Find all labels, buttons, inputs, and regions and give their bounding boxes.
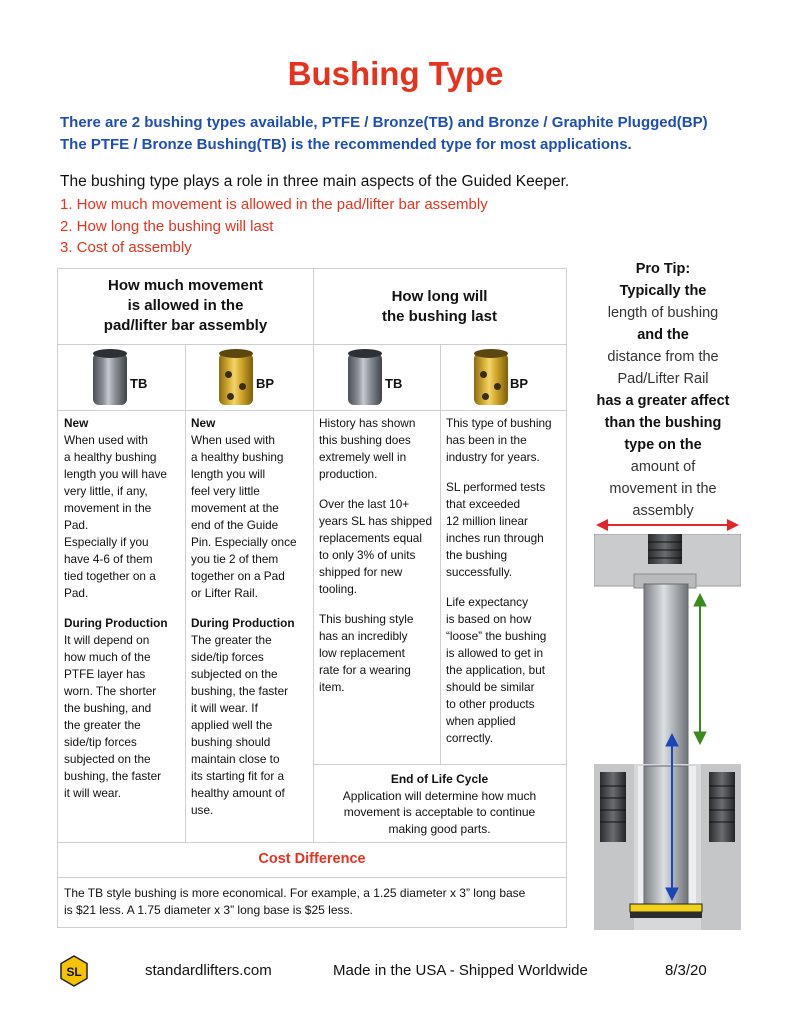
text-line: has an incredibly xyxy=(319,629,408,643)
text-line: the application, but xyxy=(446,663,546,677)
paragraph xyxy=(446,415,566,466)
bushing-label: TB xyxy=(130,376,148,391)
text-line: Application will determine how much xyxy=(342,788,537,803)
text-line: length you will have xyxy=(64,467,167,481)
paragraph xyxy=(191,432,313,602)
text-line: This type of bushing xyxy=(446,416,552,430)
text-line: tooling. xyxy=(319,582,358,596)
col-bp-movement xyxy=(185,415,313,819)
text-line: replacements equal xyxy=(319,531,422,545)
text-line: is based on how xyxy=(446,612,532,626)
header-life xyxy=(313,287,566,327)
text-line: industry for years. xyxy=(446,450,540,464)
pro-tip-line: length of bushing xyxy=(607,305,719,321)
section-title: New xyxy=(64,416,89,430)
pro-tip-line: Typically the xyxy=(619,283,707,299)
text-line: the bushing, and xyxy=(64,701,152,715)
pro-tip xyxy=(583,258,743,522)
text-line: the greater the xyxy=(64,718,141,732)
header-line: How much movement xyxy=(107,277,264,294)
text-line: movement at the xyxy=(191,501,279,515)
text-line: bushing should xyxy=(191,735,271,749)
text-line: When used with xyxy=(191,433,275,447)
text-line: when applied xyxy=(446,714,516,728)
paragraph xyxy=(319,415,440,483)
text-line: use. xyxy=(191,803,214,817)
text-line: subjected on the xyxy=(191,667,278,681)
text-line: correctly. xyxy=(446,731,493,745)
pro-tip-title: Pro Tip: xyxy=(635,261,691,277)
text-line: SL performed tests xyxy=(446,480,546,494)
text-line: low replacement xyxy=(319,646,405,660)
text-line: production. xyxy=(319,467,378,481)
col-tb-life xyxy=(313,415,440,696)
text-line: This bushing style xyxy=(319,612,414,626)
pro-tip-line: distance from the xyxy=(607,349,719,365)
text-line: making good parts. xyxy=(388,821,491,836)
pro-tip-line: type on the xyxy=(624,437,702,453)
text-line: shipped for new xyxy=(319,565,403,579)
tb-bushing-icon xyxy=(348,353,382,405)
header-line: is allowed in the xyxy=(127,297,244,314)
text-line: History has shown xyxy=(319,416,416,430)
text-line: is allowed to get in xyxy=(446,646,544,660)
comparison-table xyxy=(57,268,567,928)
paragraph xyxy=(191,632,313,819)
header-line: pad/lifter bar assembly xyxy=(103,317,268,334)
text-line: the bushing xyxy=(446,548,508,562)
tb-bushing-icon xyxy=(93,353,127,405)
page-title: Bushing Type xyxy=(287,55,504,92)
bolt-icon xyxy=(600,772,626,842)
text-line: length you will xyxy=(191,467,266,481)
text-line: movement is acceptable to continue xyxy=(343,805,536,819)
guided-keeper-cross-section xyxy=(594,534,741,930)
text-line: extremely well in xyxy=(319,450,407,464)
text-line: this bushing does xyxy=(319,433,411,447)
pro-tip-line: has a greater affect xyxy=(596,393,730,409)
text-line: feel very little xyxy=(191,484,260,498)
text-line: When used with xyxy=(64,433,148,447)
bushing-label: TB xyxy=(385,376,403,391)
text-line: have 4-6 of them xyxy=(64,552,153,566)
text-line: side/tip forces xyxy=(191,650,264,664)
text-line: end of the Guide xyxy=(191,518,279,532)
text-line: together on a Pad xyxy=(191,569,285,583)
text-line: “loose” the bushing xyxy=(446,629,547,643)
pro-tip-line: and the xyxy=(637,327,689,343)
text-line: item. xyxy=(319,680,345,694)
text-line: Especially if you xyxy=(64,535,149,549)
text-line: applied well the xyxy=(191,718,273,732)
text-line: bushing, the faster xyxy=(191,684,289,698)
footer-date: 8/3/20 xyxy=(665,962,707,979)
footer-website: standardlifters.com xyxy=(145,962,272,979)
pro-tip-line: assembly xyxy=(632,503,694,519)
text-line: tied together on a xyxy=(64,569,156,583)
text-line: has been in the xyxy=(446,433,527,447)
text-line: movement in the xyxy=(64,501,152,515)
paragraph xyxy=(446,479,566,581)
wear-ring xyxy=(630,904,702,912)
section-title: During Production xyxy=(64,616,168,630)
text-line: bushing, the faster xyxy=(64,769,162,783)
bp-bushing-icon xyxy=(219,353,253,405)
pro-tip-line: than the bushing xyxy=(604,415,722,431)
text-line: Pin. Especially once xyxy=(191,535,297,549)
text-line: It will depend on xyxy=(64,633,150,647)
paragraph xyxy=(446,594,566,747)
text-line: The greater the xyxy=(191,633,272,647)
text-line: it will wear. If xyxy=(191,701,258,715)
text-line: you tie 2 of them xyxy=(191,552,279,566)
sl-logo-icon xyxy=(58,955,90,987)
text-line: Over the last 10+ xyxy=(319,497,410,511)
paragraph xyxy=(64,632,185,802)
red-arrow-top xyxy=(594,518,741,532)
intro-line-1: There are 2 bushing types available, PTFE / Bronze(TB) and Bronze / Graphite Plugged(BP) xyxy=(60,114,708,131)
text-line: is $21 less. A 1.75 diameter x 3” long base is $25 less. xyxy=(64,903,353,917)
text-line: inches run through xyxy=(446,531,544,545)
bushing-label: BP xyxy=(256,376,275,391)
text-line: 12 million linear xyxy=(446,514,528,528)
text-line: subjected on the xyxy=(64,752,151,766)
cost-text xyxy=(58,885,566,919)
text-line: worn. The shorter xyxy=(64,684,157,698)
header-movement xyxy=(58,276,313,336)
intro-line-2: The PTFE / Bronze Bushing(TB) is the recommended type for most applications. xyxy=(60,136,632,153)
text-line: Life expectancy xyxy=(446,595,528,609)
section-title: During Production xyxy=(191,616,295,630)
distance-arrow xyxy=(694,594,706,744)
aspect-item: 2. How long the bushing will last xyxy=(60,217,274,235)
top-screw-icon xyxy=(648,534,682,564)
text-line: a healthy bushing xyxy=(64,450,157,464)
pro-tip-line: movement in the xyxy=(609,481,717,497)
text-line: very little, if any, xyxy=(64,484,148,498)
text-line: a healthy bushing xyxy=(191,450,284,464)
text-line: it will wear. xyxy=(64,786,122,800)
text-line: that exceeded xyxy=(446,497,521,511)
text-line: or Lifter Rail. xyxy=(191,586,258,600)
header-line: How long will xyxy=(391,288,488,305)
text-line: its starting fit for a xyxy=(191,769,285,783)
header-line: the bushing last xyxy=(381,308,497,325)
text-line: The TB style bushing is more economical. For example, a 1.25 diameter x 3” long base xyxy=(64,886,526,900)
text-line: Pad. xyxy=(64,518,89,532)
logo-text: SL xyxy=(66,965,82,979)
col-bp-life xyxy=(440,415,566,747)
col-tb-movement xyxy=(58,415,185,802)
text-line: to other products xyxy=(446,697,535,711)
end-of-life-cell xyxy=(313,771,566,837)
paragraph xyxy=(64,432,185,602)
intro-text xyxy=(60,112,760,156)
pro-tip-line: amount of xyxy=(630,459,696,475)
text-line: rate for a wearing xyxy=(319,663,411,677)
text-line: PTFE layer has xyxy=(64,667,146,681)
aspects-list xyxy=(60,194,488,259)
bushing-label: BP xyxy=(510,376,529,391)
paragraph xyxy=(319,611,440,696)
text-line: successfully. xyxy=(446,565,512,579)
lead-text: The bushing type plays a role in three main aspects of the Guided Keeper. xyxy=(60,173,570,190)
bolt-icon xyxy=(709,772,735,842)
bp-bushing-icon xyxy=(474,353,508,405)
footer-tagline: Made in the USA - Shipped Worldwide xyxy=(333,962,588,979)
text-line: side/tip forces xyxy=(64,735,137,749)
text-line: maintain close to xyxy=(191,752,280,766)
section-title: New xyxy=(191,416,216,430)
text-line: to only 3% of units xyxy=(319,548,416,562)
text-line: how much of the xyxy=(64,650,151,664)
section-title: End of Life Cycle xyxy=(390,772,489,786)
aspect-item: 1. How much movement is allowed in the pad/lifter bar assembly xyxy=(60,196,488,213)
aspect-item: 3. Cost of assembly xyxy=(60,239,192,256)
paragraph xyxy=(319,496,440,598)
text-line: should be similar xyxy=(446,680,535,694)
text-line: healthy amount of xyxy=(191,786,285,800)
text-line: years SL has shipped xyxy=(319,514,433,528)
pro-tip-line: Pad/Lifter Rail xyxy=(617,371,709,387)
text-line: Pad. xyxy=(64,586,89,600)
cost-title: Cost Difference xyxy=(258,851,366,867)
